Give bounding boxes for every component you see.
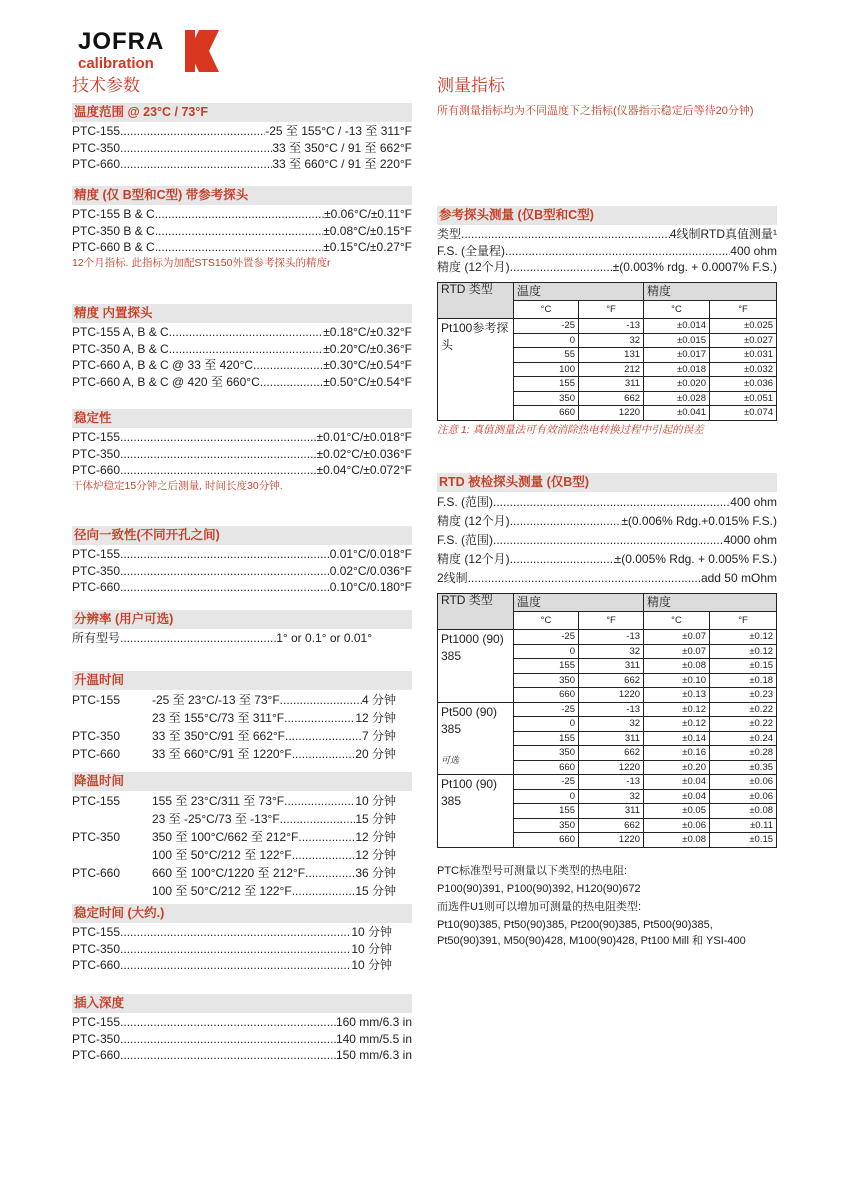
table-row: Pt500 (90) 385 可选 -25 -13 ±0.12 ±0.22 [438,702,777,717]
spec-row: PTC-660 ..... 0.10°C/0.180°F [72,579,412,596]
acc-ref-section [72,186,412,271]
spec-row: PTC-660 ..... ±0.04°C/±0.072°F [72,462,412,479]
sensor-line: 而选件U1则可以增加可测量的热电阻类型: [437,901,642,913]
cooling-section [72,772,412,900]
spec-row: PTC-350 ..... 33 至 350°C / 91 至 662°F [72,140,412,157]
section-note: 12个月指标. 此指标为加配STS150外置参考探头的精度r [72,256,331,269]
dut-probe-table [437,593,777,848]
spec-row: PTC-155 ..... ±0.01°C/±0.018°F [72,429,412,446]
table-row: Pt100 (90) 385 -25 -13 ±0.04 ±0.06 [438,775,777,790]
time-row: PTC-350 350 至 100°C/662 至 212°F ..... 12 分钟 [72,828,412,846]
unit-f: °F [710,301,777,319]
section-header: 参考探头测量 (仅B型和C型) [437,206,777,225]
spec-row: PTC-660 ..... 150 mm/6.3 in [72,1047,412,1064]
table-row: 660 1220 ±0.041 ±0.074 [438,406,777,421]
spec-row: PTC-660 A, B & C @ 420 至 660°C ..... ±0.50°C/±0.54°F [72,374,412,391]
rtd-type-header: RTD 类型 [438,594,514,630]
temp-header: 温度 [514,283,644,301]
table-row: 660 1220 ±0.20 ±0.35 [438,760,777,775]
unit-c: °C [514,301,579,319]
section-header: 温度范围 @ 23°C / 73°F [72,103,412,122]
spec-row: PTC-350 A, B & C ..... ±0.20°C/±0.36°F [72,341,412,358]
sensor-line: P100(90)391, P100(90)392, H120(90)672 [437,883,641,895]
measurement-intro: 所有测量指标均为不同温度下之指标(仪器指示稳定后等待20分钟) [437,105,754,117]
section-header: 降温时间 [72,772,412,791]
probe-name-cell: Pt100 (90) 385 [438,775,514,848]
resolution-section [72,610,412,647]
acc-int-section [72,304,412,390]
section-header: 精度 内置探头 [72,304,412,323]
sensor-line: Pt50(90)391, M50(90)428, M100(90)428, Pt100 Mill 和 YSI-400 [437,935,746,947]
time-row: 100 至 50°C/212 至 122°F ..... 12 分钟 [72,846,412,864]
radial-section [72,526,412,596]
logo-sub: calibration [78,55,154,72]
table-row: 155 311 ±0.020 ±0.036 [438,377,777,392]
spec-row: PTC-350 B & C ..... ±0.08°C/±0.15°F [72,223,412,240]
sensor-types [437,862,777,948]
heating-section [72,671,412,763]
section-header: 插入深度 [72,994,412,1013]
spec-row: PTC-155 ..... 0.01°C/0.018°F [72,546,412,563]
table-row: 155 311 ±0.14 ±0.24 [438,731,777,746]
unit-c: °C [514,612,579,630]
spec-row: 精度 (12个月) ..... ±(0.003% rdg. + 0.0007% F.S.) [437,259,777,276]
temp-header: 温度 [514,594,644,612]
section-note: 干体炉稳定15分钟之后测量, 时间长度30分钟. [72,479,283,492]
table-row: 350 662 ±0.16 ±0.28 [438,746,777,761]
table-row: 350 662 ±0.10 ±0.18 [438,673,777,688]
time-row: PTC-660 660 至 100°C/1220 至 212°F ..... 36 分钟 [72,864,412,882]
ref-probe-table [437,282,777,421]
spec-row: PTC-350 ..... 10 分钟 [72,941,392,958]
depth-section [72,994,412,1064]
unit-f: °F [579,612,644,630]
spec-row: F.S. (范围) ..... 400 ohm [437,493,777,512]
dut-probe-section [437,473,777,588]
unit-c: °C [644,612,710,630]
table-row: 660 1220 ±0.08 ±0.15 [438,833,777,848]
section-header: 稳定性 [72,409,412,428]
time-row: PTC-660 33 至 660°C/91 至 1220°F ..... 20 分钟 [72,745,412,763]
spec-row: PTC-155 ..... -25 至 155°C / -13 至 311°F [72,123,412,140]
rtd-type-header: RTD 类型 [438,283,514,319]
acc-header: 精度 [644,283,777,301]
spec-row: PTC-660 B & C ..... ±0.15°C/±0.27°F [72,239,412,256]
table-row: Pt100参考探头 -25 -13 ±0.014 ±0.025 [438,319,777,334]
time-row: PTC-155 155 至 23°C/311 至 73°F ..... 10 分钟 [72,792,412,810]
spec-row: PTC-155 ..... 10 分钟 [72,924,392,941]
jofra-logo [78,30,218,72]
spec-row: F.S. (范围) ..... 4000 ohm [437,531,777,550]
ref-table-block [437,282,777,438]
ref-probe-section [437,206,777,276]
time-row: PTC-155 -25 至 23°C/-13 至 73°F ..... 4 分钟 [72,691,412,709]
spec-row: PTC-350 ..... 140 mm/5.5 in [72,1031,412,1048]
section-header: RTD 被检探头测量 (仅B型) [437,473,777,492]
unit-c: °C [644,301,710,319]
spec-row: 2线制 ..... add 50 mOhm [437,569,777,588]
spec-row: 精度 (12个月) ..... ±(0.005% Rdg. + 0.005% F.S.) [437,550,777,569]
logo-word: JOFRA [78,28,165,55]
temp-range-section [72,103,412,173]
dut-table-block [437,593,777,848]
table-row: 100 212 ±0.018 ±0.032 [438,362,777,377]
table-row: 0 32 ±0.015 ±0.027 [438,333,777,348]
section-header: 精度 (仅 B型和C型) 带参考探头 [72,186,412,205]
spec-row: PTC-350 ..... 0.02°C/0.036°F [72,563,412,580]
unit-f: °F [579,301,644,319]
unit-f: °F [710,612,777,630]
spec-row: PTC-155 ..... 160 mm/6.3 in [72,1014,412,1031]
spec-row: 精度 (12个月) ..... ±(0.006% Rdg.+0.015% F.S.) [437,512,777,531]
spec-row: PTC-155 B & C ..... ±0.06°C/±0.11°F [72,206,412,223]
time-row: PTC-350 33 至 350°C/91 至 662°F ..... 7 分钟 [72,727,412,745]
table-row: 0 32 ±0.07 ±0.12 [438,644,777,659]
table-row: 0 32 ±0.04 ±0.06 [438,789,777,804]
spec-row: F.S. (全量程) ..... 400 ohm [437,243,777,260]
section-header: 升温时间 [72,671,412,690]
spec-row: 类型 ..... 4线制RTD真值测量¹ [437,226,777,243]
section-header: 分辨率 (用户可选) [72,610,412,629]
table-row: 155 311 ±0.08 ±0.15 [438,659,777,674]
table-row: 350 662 ±0.06 ±0.11 [438,818,777,833]
spec-row: PTC-660 A, B & C @ 33 至 420°C ..... ±0.30°C/±0.54°F [72,357,412,374]
logo-k-icon [181,30,221,72]
acc-header: 精度 [644,594,777,612]
spec-row: PTC-350 ..... ±0.02°C/±0.036°F [72,446,412,463]
time-row: 23 至 155°C/73 至 311°F ..... 12 分钟 [72,709,412,727]
section-header: 稳定时间 (大约.) [72,904,412,923]
probe-name-cell: Pt1000 (90) 385 [438,630,514,703]
table-row: 55 131 ±0.017 ±0.031 [438,348,777,363]
table-row: 0 32 ±0.12 ±0.22 [438,717,777,732]
time-row: 23 至 -25°C/73 至 -13°F ..... 15 分钟 [72,810,412,828]
spec-row: PTC-155 A, B & C ..... ±0.18°C/±0.32°F [72,324,412,341]
spec-row: PTC-660 ..... 33 至 660°C / 91 至 220°F [72,156,412,173]
table-row: 350 662 ±0.028 ±0.051 [438,391,777,406]
time-row: 100 至 50°C/212 至 122°F ..... 15 分钟 [72,882,412,900]
table-row: 660 1220 ±0.13 ±0.23 [438,688,777,703]
probe-name-cell: Pt500 (90) 385 可选 [438,702,514,775]
sensor-line: Pt10(90)385, Pt50(90)385, Pt200(90)385, Pt500(90)385, [437,919,713,931]
spec-row: PTC-660 ..... 10 分钟 [72,957,392,974]
page-title-right: 测量指标 [437,76,505,95]
table-row: Pt1000 (90) 385 -25 -13 ±0.07 ±0.12 [438,630,777,645]
ref-note: 注意 1: 真值测量法可有效消除热电转换过程中引起的误差 [437,423,704,436]
settle-section [72,904,412,974]
stability-section [72,409,412,494]
probe-name: Pt100参考探头 [438,319,514,421]
sensor-line: PTC标准型号可测量以下类型的热电阻: [437,865,628,877]
spec-row: 所有型号 ..... 1° or 0.1° or 0.01° [72,630,372,647]
optional-label: 可选 [441,754,460,765]
section-header: 径向一致性(不同开孔之间) [72,526,412,545]
page-title-left: 技术参数 [72,76,140,95]
table-row: 155 311 ±0.05 ±0.08 [438,804,777,819]
